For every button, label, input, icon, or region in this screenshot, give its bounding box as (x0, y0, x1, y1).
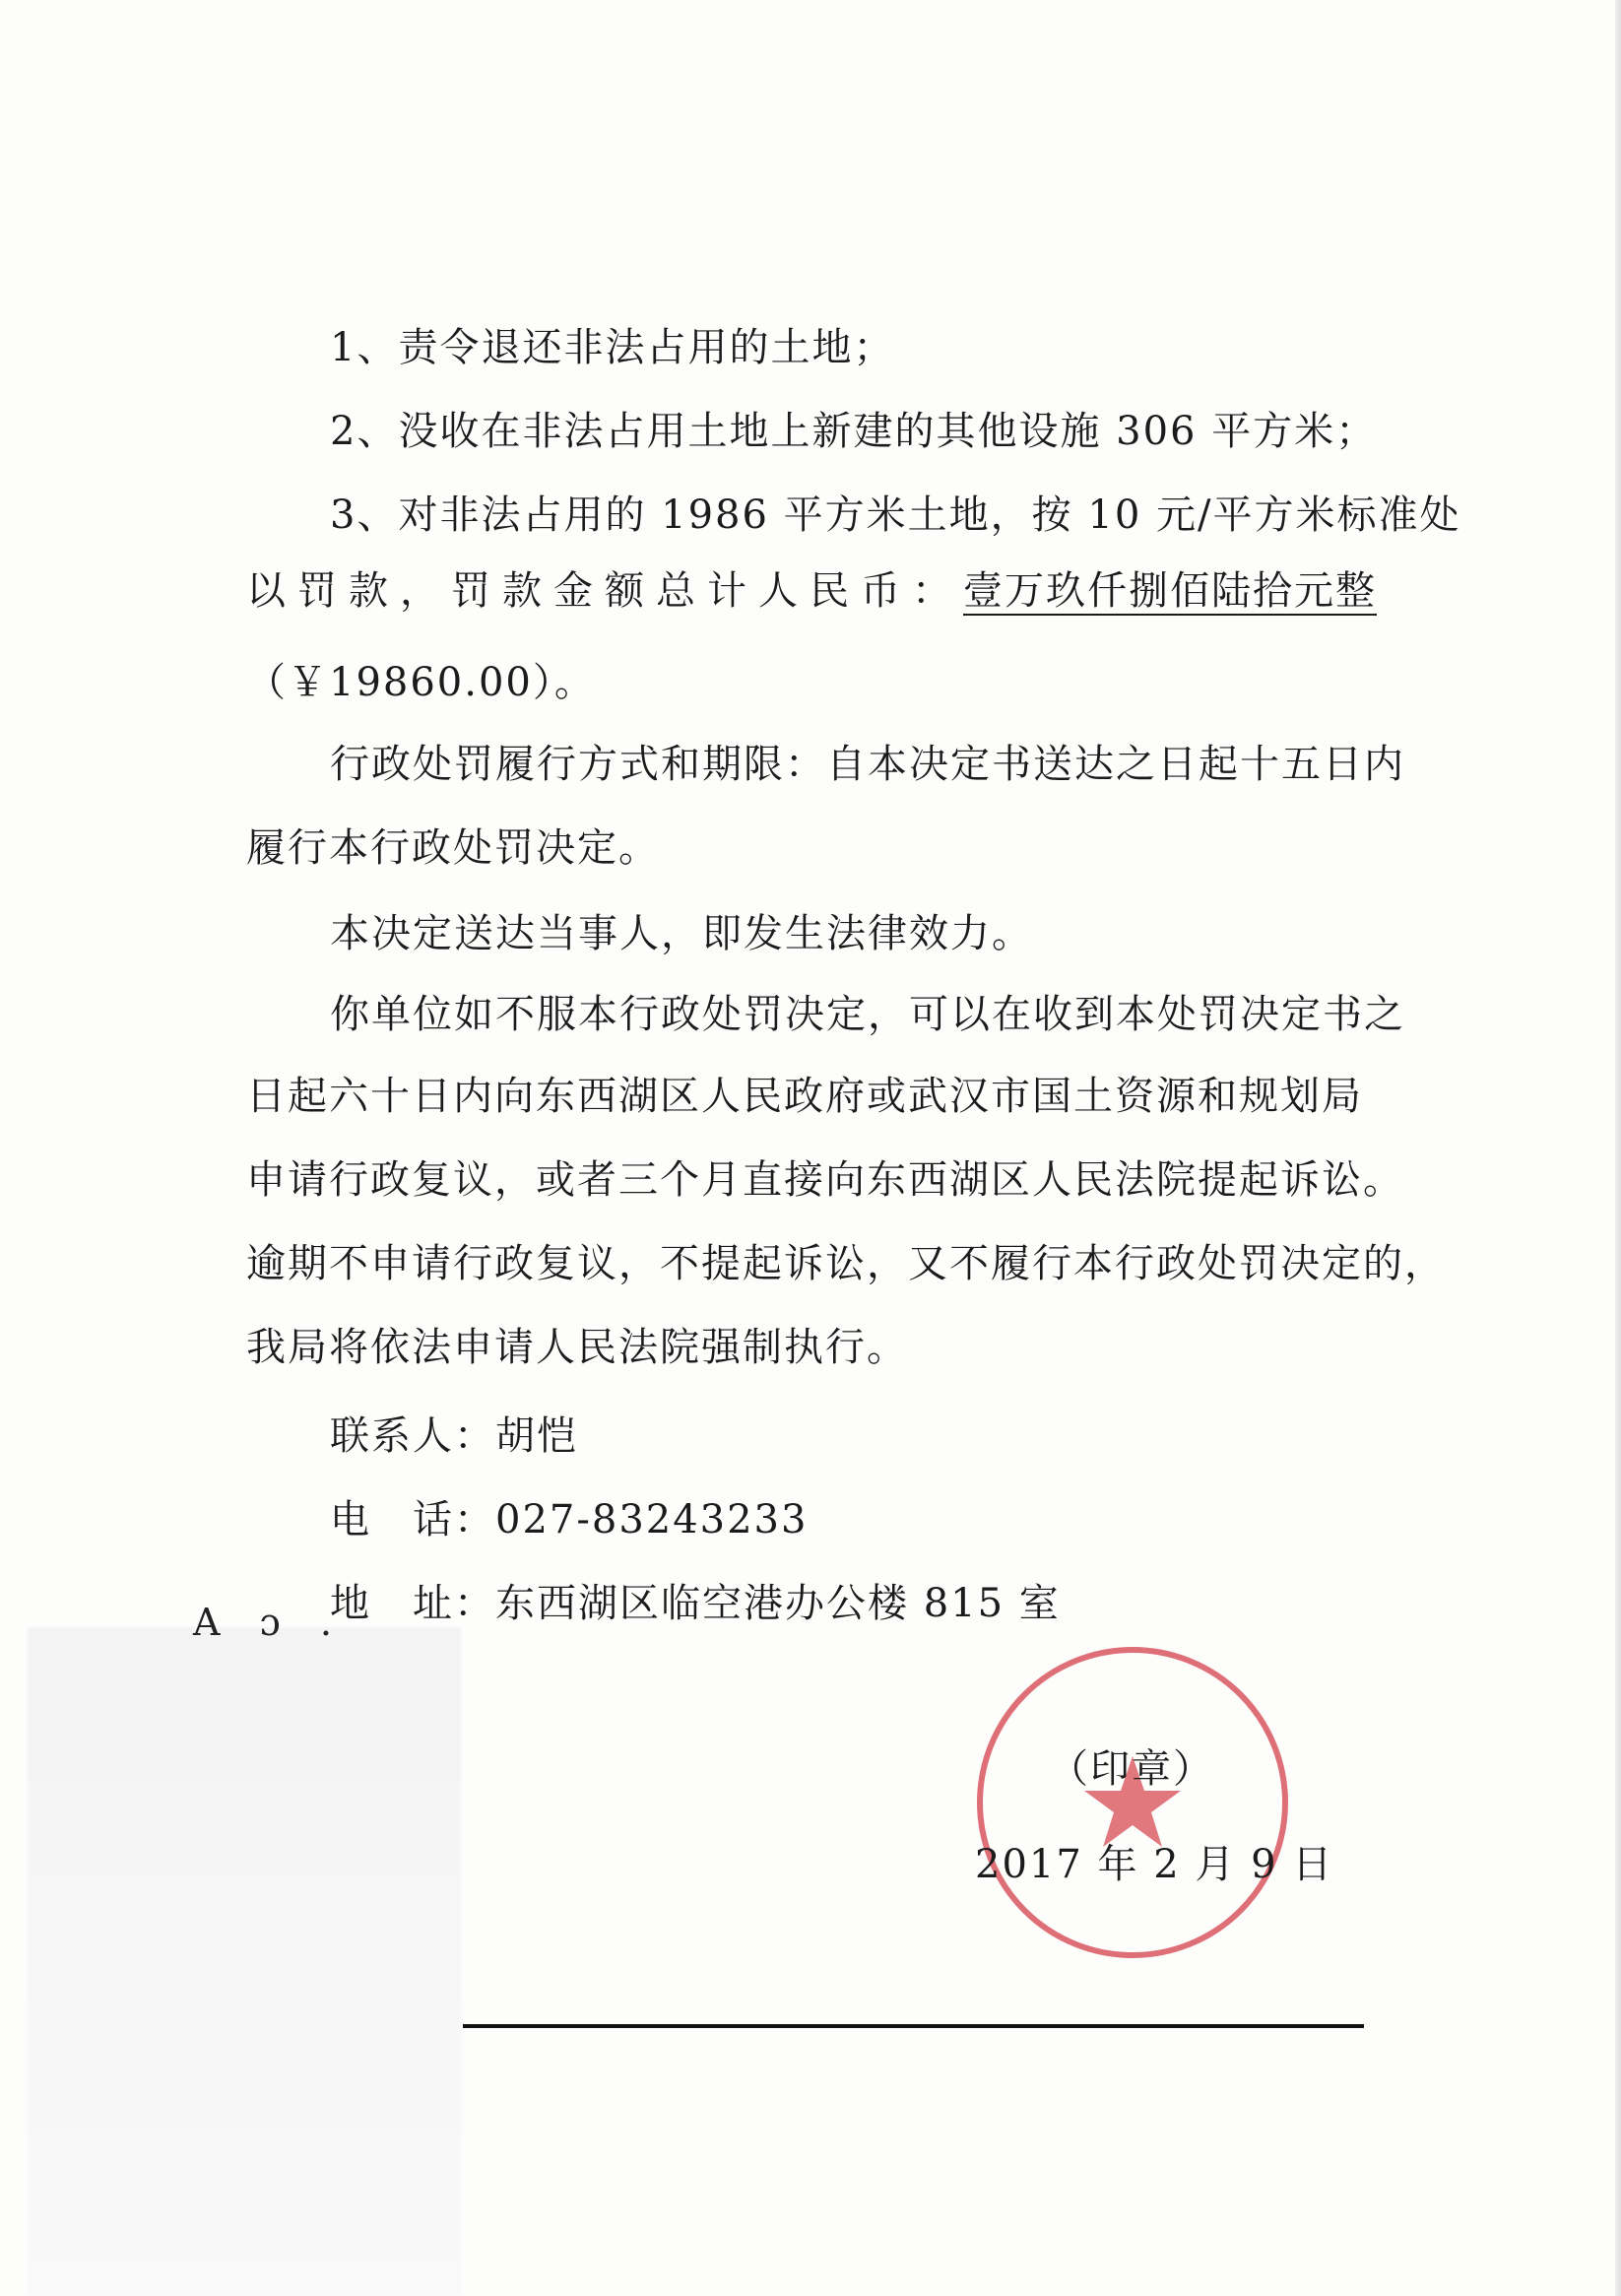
contact-person (330, 1409, 578, 1464)
appeal-line-2: 日起六十日内向东西湖区人民政府或武汉市国土资源和规划局 (246, 1074, 1363, 1119)
contact-phone-label: 电 话： (330, 1497, 495, 1542)
handwritten-mark: A ɔ . (193, 1601, 346, 1644)
contact-address-label: 地 址： (330, 1581, 495, 1626)
appeal-line-5: 我局将依法申请人民法院强制执行。 (246, 1325, 908, 1370)
appeal-line-4: 逾期不申请行政复议，不提起诉讼，又不履行本行政处罚决定的， (246, 1241, 1446, 1286)
effect-statement: 本决定送达当事人，即发生法律效力。 (330, 911, 1033, 956)
appeal-line-1: 你单位如不服本行政处罚决定，可以在收到本处罚决定书之 (330, 992, 1405, 1037)
performance-line-1: 行政处罚履行方式和期限：自本决定书送达之日起十五日内 (330, 742, 1405, 787)
official-seal (970, 1640, 1295, 1965)
performance-line-2: 履行本行政处罚决定。 (246, 825, 660, 871)
signature-date: 2017 年 2 月 9 日 (975, 1842, 1334, 1887)
fine-amount-number: （￥19860.00）。 (246, 660, 596, 705)
fine-lead: 以罚款，罚款金额总计人民币： (246, 568, 963, 614)
contact-phone-value: 027-83243233 (495, 1497, 809, 1542)
contact-person-label: 联系人： (330, 1413, 495, 1459)
contact-address (330, 1576, 1061, 1631)
stamp-label: （印章） (1049, 1746, 1214, 1792)
item-2: 2、没收在非法占用土地上新建的其他设施 306 平方米； (330, 409, 1378, 454)
fine-line (246, 563, 1377, 619)
appeal-line-3: 申请行政复议，或者三个月直接向东西湖区人民法院提起诉讼。 (246, 1157, 1404, 1203)
item-3: 3、对非法占用的 1986 平方米土地，按 10 元/平方米标准处 (330, 492, 1461, 538)
scan-edge (1615, 0, 1621, 2296)
fine-amount-words: 壹万玖仟捌佰陆拾元整 (963, 568, 1377, 614)
contact-person-value: 胡恺 (495, 1413, 578, 1459)
redacted-region (28, 1627, 461, 2296)
contact-address-value: 东西湖区临空港办公楼 815 室 (495, 1581, 1061, 1626)
footer-rule (463, 2024, 1364, 2028)
item-1: 1、责令退还非法占用的土地； (330, 325, 895, 370)
contact-phone (330, 1492, 808, 1547)
